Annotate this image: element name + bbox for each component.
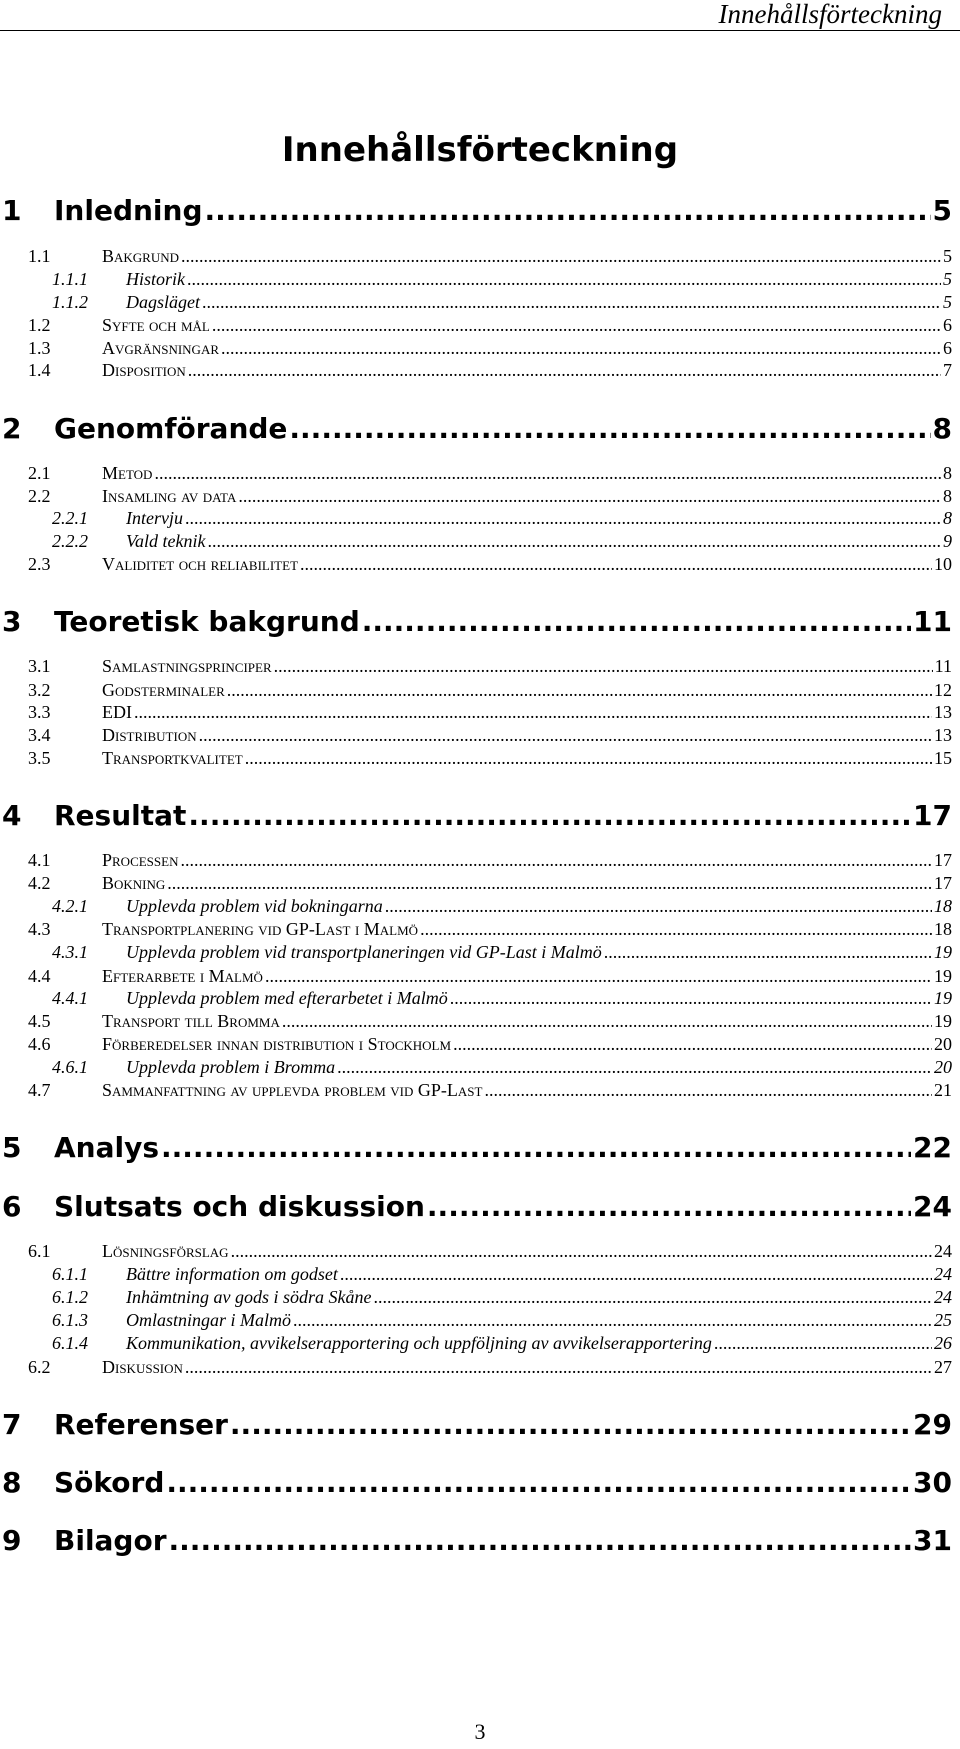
toc-entry-label: Sökord [54, 1466, 165, 1499]
toc-entry-label: Lösningsförslag [102, 1241, 229, 1261]
toc-entry-label: Bättre information om godset [126, 1264, 338, 1284]
toc-dot-leader [420, 919, 932, 940]
toc-entry-number: 2.1 [28, 463, 51, 483]
toc-dot-leader [134, 702, 932, 723]
toc-entry-label: Syfte och mål [102, 315, 210, 335]
toc-entry-number: 4.6 [28, 1034, 51, 1054]
toc-entry-level3[interactable] [0, 531, 952, 553]
toc-entry-level2[interactable] [0, 338, 952, 360]
toc-entry-level2[interactable] [0, 919, 952, 941]
toc-entry-page: 5 [943, 246, 952, 266]
toc-entry-label: Transportkvalitet [102, 748, 243, 768]
toc-dot-leader [450, 988, 932, 1009]
toc-entry-number: 3.4 [28, 725, 51, 745]
toc-entry-label: Genomförande [54, 412, 288, 445]
toc-entry-number: 2.2.1 [52, 508, 88, 528]
toc-entry-number: 3.1 [28, 656, 51, 676]
toc-entry-page: 21 [934, 1080, 952, 1100]
toc-entry-page: 20 [934, 1034, 952, 1054]
toc-dot-leader [185, 1357, 932, 1378]
toc-dot-leader [300, 554, 932, 575]
toc-dot-leader [238, 486, 941, 507]
toc-dot-leader [427, 1190, 911, 1223]
toc-dot-leader [167, 873, 932, 894]
toc-entry-number: 1.4 [28, 360, 51, 380]
toc-entry-number: 4.4.1 [52, 988, 88, 1008]
toc-dot-leader [154, 463, 941, 484]
toc-dot-leader [337, 1057, 932, 1078]
toc-entry-label: Godsterminaler [102, 680, 225, 700]
toc-entry-page: 24 [934, 1287, 952, 1307]
toc-entry-label: Sammanfattning av upplevda problem vid GP-Last [102, 1080, 483, 1100]
toc-dot-leader [714, 1333, 932, 1354]
toc-entry-page: 18 [934, 919, 952, 939]
toc-entry-label: Upplevda problem vid transportplaneringen vid GP-Last i Malmö [126, 942, 602, 962]
toc-entry-number: 4 [2, 799, 22, 832]
toc-entry-number: 1.3 [28, 338, 51, 358]
toc-entry-label: Referenser [54, 1408, 228, 1441]
toc-entry-label: Inhämtning av gods i södra Skåne [126, 1287, 372, 1307]
toc-entry-label: Disposition [102, 360, 186, 380]
toc-entry-page: 19 [934, 966, 952, 986]
toc-entry-page: 11 [913, 605, 952, 638]
toc-entry-level2[interactable] [0, 360, 952, 382]
toc-entry-number: 1.1.2 [52, 292, 88, 312]
toc-entry-level3[interactable] [0, 1310, 952, 1332]
toc-entry-number: 5 [2, 1131, 22, 1164]
toc-entry-page: 5 [943, 269, 952, 289]
toc-entry-number: 9 [2, 1524, 22, 1557]
toc-entry-label: Metod [102, 463, 153, 483]
toc-entry-level2[interactable] [0, 850, 952, 872]
toc-entry-page: 24 [913, 1190, 952, 1223]
toc-entry-page: 19 [934, 942, 952, 962]
toc-entry-page: 26 [934, 1333, 952, 1353]
toc-entry-level3[interactable] [0, 942, 952, 964]
toc-dot-leader [274, 656, 933, 677]
toc-entry-page: 17 [934, 873, 952, 893]
toc-dot-leader [185, 508, 941, 529]
toc-entry-page: 27 [934, 1357, 952, 1377]
page-number: 3 [474, 1719, 486, 1744]
toc-entry-level2[interactable] [0, 1357, 952, 1379]
toc-entry-level1[interactable] [0, 799, 952, 833]
toc-entry-number: 4.7 [28, 1080, 51, 1100]
toc-entry-label: Dagsläget [126, 292, 200, 312]
toc-entry-label: Historik [126, 269, 186, 289]
toc-entry-number: 3.5 [28, 748, 51, 768]
toc-entry-number: 3.2 [28, 680, 51, 700]
toc-entry-label: Kommunikation, avvikelserapportering och uppföljning av avvikelserapportering [126, 1333, 712, 1353]
toc-entry-label: Transport till Bromma [102, 1011, 280, 1031]
toc-entry-number: 6.1.1 [52, 1264, 88, 1284]
toc-entry-number: 4.1 [28, 850, 51, 870]
toc-entry-page: 17 [934, 850, 952, 870]
toc-entry-page: 19 [934, 988, 952, 1008]
toc-entry-level3[interactable] [0, 1333, 952, 1355]
toc-entry-level3[interactable] [0, 988, 952, 1010]
toc-entry-level2[interactable] [0, 873, 952, 895]
toc-dot-leader [484, 1080, 932, 1101]
toc-entry-page: 18 [934, 896, 952, 916]
toc-entry-label: Distribution [102, 725, 197, 745]
toc-entry-level2[interactable] [0, 966, 952, 988]
toc-entry-number: 4.4 [28, 966, 51, 986]
toc-entry-label: Bakgrund [102, 246, 180, 266]
toc-entry-label: Upplevda problem i Bromma [126, 1057, 336, 1077]
toc-entry-label: Processen [102, 850, 179, 870]
toc-entry-page: 25 [934, 1310, 952, 1330]
toc-entry-page: 13 [934, 725, 952, 745]
toc-entry-page: 5 [943, 292, 952, 312]
toc-entry-label: Transportplanering vid GP-Last i Malmö [102, 919, 419, 939]
toc-entry-page: 31 [913, 1524, 952, 1557]
toc-dot-leader [604, 942, 932, 963]
toc-entry-level2[interactable] [0, 486, 952, 508]
toc-entry-level1[interactable] [0, 1408, 952, 1442]
toc-entry-page: 19 [934, 1011, 952, 1031]
toc-entry-level3[interactable] [0, 269, 952, 291]
toc-entry-number: 6.1.4 [52, 1333, 88, 1353]
toc-entry-label: Diskussion [102, 1357, 183, 1377]
toc-entry-page: 9 [943, 531, 952, 551]
running-header: Innehållsförteckning [718, 0, 942, 29]
toc-dot-leader [221, 338, 941, 359]
toc-dot-leader [166, 1466, 911, 1499]
toc-dot-leader [282, 1011, 932, 1032]
toc-dot-leader [188, 799, 911, 832]
toc-dot-leader [180, 850, 932, 871]
toc-entry-label: EDI [102, 702, 132, 722]
toc-dot-leader [245, 748, 932, 769]
toc-entry-page: 7 [943, 360, 952, 380]
toc-entry-level3[interactable] [0, 1287, 952, 1309]
toc-entry-label: Avgränsningar [102, 338, 220, 358]
toc-entry-page: 15 [934, 748, 952, 768]
toc-entry-page: 24 [934, 1264, 952, 1284]
page-title: Innehållsförteckning [281, 130, 679, 170]
toc-entry-page: 5 [932, 194, 952, 227]
toc-entry-label: Insamling av data [102, 486, 237, 506]
toc-entry-level3[interactable] [0, 508, 952, 530]
toc-entry-level2[interactable] [0, 1011, 952, 1033]
toc-entry-number: 4.2.1 [52, 896, 88, 916]
toc-entry-number: 2.2.2 [52, 531, 88, 551]
toc-entry-level2[interactable] [0, 246, 952, 268]
toc-entry-level2[interactable] [0, 656, 952, 678]
toc-dot-leader [212, 315, 941, 336]
toc-entry-number: 2 [2, 412, 22, 445]
toc-entry-level2[interactable] [0, 680, 952, 702]
toc-entry-label: Vald teknik [126, 531, 206, 551]
toc-dot-leader [453, 1034, 932, 1055]
toc-entry-label: Upplevda problem vid bokningarna [126, 896, 383, 916]
toc-entry-level1[interactable] [0, 1466, 952, 1500]
toc-entry-level3[interactable] [0, 1057, 952, 1079]
toc-entry-level1[interactable] [0, 1524, 952, 1558]
toc-entry-number: 4.3.1 [52, 942, 88, 962]
toc-entry-page: 6 [943, 315, 952, 335]
toc-entry-page: 8 [932, 412, 952, 445]
toc-entry-number: 2.2 [28, 486, 51, 506]
toc-dot-leader [293, 1310, 932, 1331]
toc-entry-page: 12 [934, 680, 952, 700]
toc-dot-leader [207, 531, 941, 552]
toc-entry-label: Omlastningar i Malmö [126, 1310, 292, 1330]
toc-entry-level1[interactable] [0, 1131, 952, 1165]
toc-entry-label: Upplevda problem med efterarbetet i Malmö [126, 988, 448, 1008]
toc-entry-number: 6.2 [28, 1357, 51, 1377]
toc-entry-number: 2.3 [28, 554, 51, 574]
toc-entry-label: Slutsats och diskussion [54, 1190, 425, 1223]
toc-entry-page: 8 [943, 486, 952, 506]
toc-entry-number: 4.5 [28, 1011, 51, 1031]
toc-dot-leader [231, 1241, 932, 1262]
toc-entry-level2[interactable] [0, 748, 952, 770]
toc-entry-number: 6.1.3 [52, 1310, 88, 1330]
toc-entry-number: 6.1.2 [52, 1287, 88, 1307]
toc-dot-leader [202, 292, 941, 313]
toc-entry-page: 20 [934, 1057, 952, 1077]
toc-entry-page: 30 [913, 1466, 952, 1499]
toc-dot-leader [230, 1408, 911, 1441]
toc-dot-leader [188, 360, 941, 381]
toc-dot-leader [289, 412, 930, 445]
toc-entry-number: 4.2 [28, 873, 51, 893]
toc-dot-leader [187, 269, 941, 290]
toc-entry-number: 1.1.1 [52, 269, 88, 289]
toc-entry-label: Analys [54, 1131, 160, 1164]
toc-entry-page: 22 [913, 1131, 952, 1164]
toc-entry-level2[interactable] [0, 315, 952, 337]
toc-entry-number: 8 [2, 1466, 22, 1499]
toc-entry-page: 6 [943, 338, 952, 358]
toc-dot-leader [265, 966, 932, 987]
toc-entry-label: Resultat [54, 799, 187, 832]
toc-entry-page: 24 [934, 1241, 952, 1261]
toc-dot-leader [181, 246, 941, 267]
toc-entry-level1[interactable] [0, 412, 952, 446]
toc-entry-label: Validitet och reliabilitet [102, 554, 299, 574]
toc-dot-leader [169, 1524, 912, 1557]
toc-dot-leader [362, 605, 911, 638]
toc-entry-number: 6 [2, 1190, 22, 1223]
toc-entry-page: 29 [913, 1408, 952, 1441]
toc-entry-number: 3 [2, 605, 22, 638]
toc-entry-level1[interactable] [0, 605, 952, 639]
toc-entry-level1[interactable] [0, 194, 952, 228]
toc-entry-page: 11 [934, 656, 952, 676]
toc-entry-number: 4.3 [28, 919, 51, 939]
toc-entry-label: Teoretisk bakgrund [54, 605, 360, 638]
toc-entry-level3[interactable] [0, 1264, 952, 1286]
toc-entry-level2[interactable] [0, 1241, 952, 1263]
toc-entry-level2[interactable] [0, 554, 952, 576]
toc-entry-page: 8 [943, 463, 952, 483]
toc-dot-leader [199, 725, 932, 746]
toc-entry-level2[interactable] [0, 1034, 952, 1056]
toc-entry-level2[interactable] [0, 1080, 952, 1102]
toc-entry-page: 10 [934, 554, 952, 574]
toc-entry-level3[interactable] [0, 896, 952, 918]
toc-entry-number: 6.1 [28, 1241, 51, 1261]
toc-dot-leader [373, 1287, 932, 1308]
toc-entry-number: 3.3 [28, 702, 51, 722]
toc-entry-level3[interactable] [0, 292, 952, 314]
toc-dot-leader [205, 194, 931, 227]
toc-entry-label: Efterarbete i Malmö [102, 966, 263, 986]
toc-entry-label: Inledning [54, 194, 203, 227]
toc-entry-number: 7 [2, 1408, 22, 1441]
toc-entry-level2[interactable] [0, 702, 952, 724]
toc-entry-label: Samlastningsprinciper [102, 656, 272, 676]
toc-entry-number: 1.2 [28, 315, 51, 335]
toc-entry-number: 1 [2, 194, 22, 227]
toc-dot-leader [161, 1131, 911, 1164]
toc-entry-level1[interactable] [0, 1190, 952, 1224]
toc-entry-number: 1.1 [28, 246, 51, 266]
toc-dot-leader [385, 896, 932, 917]
toc-entry-label: Förberedelser innan distribution i Stockholm [102, 1034, 452, 1054]
toc-entry-page: 17 [913, 799, 952, 832]
toc-entry-page: 8 [943, 508, 952, 528]
toc-entry-number: 4.6.1 [52, 1057, 88, 1077]
toc-entry-label: Bilagor [54, 1524, 167, 1557]
toc-entry-label: Bokning [102, 873, 166, 893]
toc-dot-leader [227, 680, 932, 701]
toc-entry-label: Intervju [126, 508, 183, 528]
toc-entry-page: 13 [934, 702, 952, 722]
toc-entry-level2[interactable] [0, 463, 952, 485]
toc-entry-level2[interactable] [0, 725, 952, 747]
toc-dot-leader [340, 1264, 932, 1285]
